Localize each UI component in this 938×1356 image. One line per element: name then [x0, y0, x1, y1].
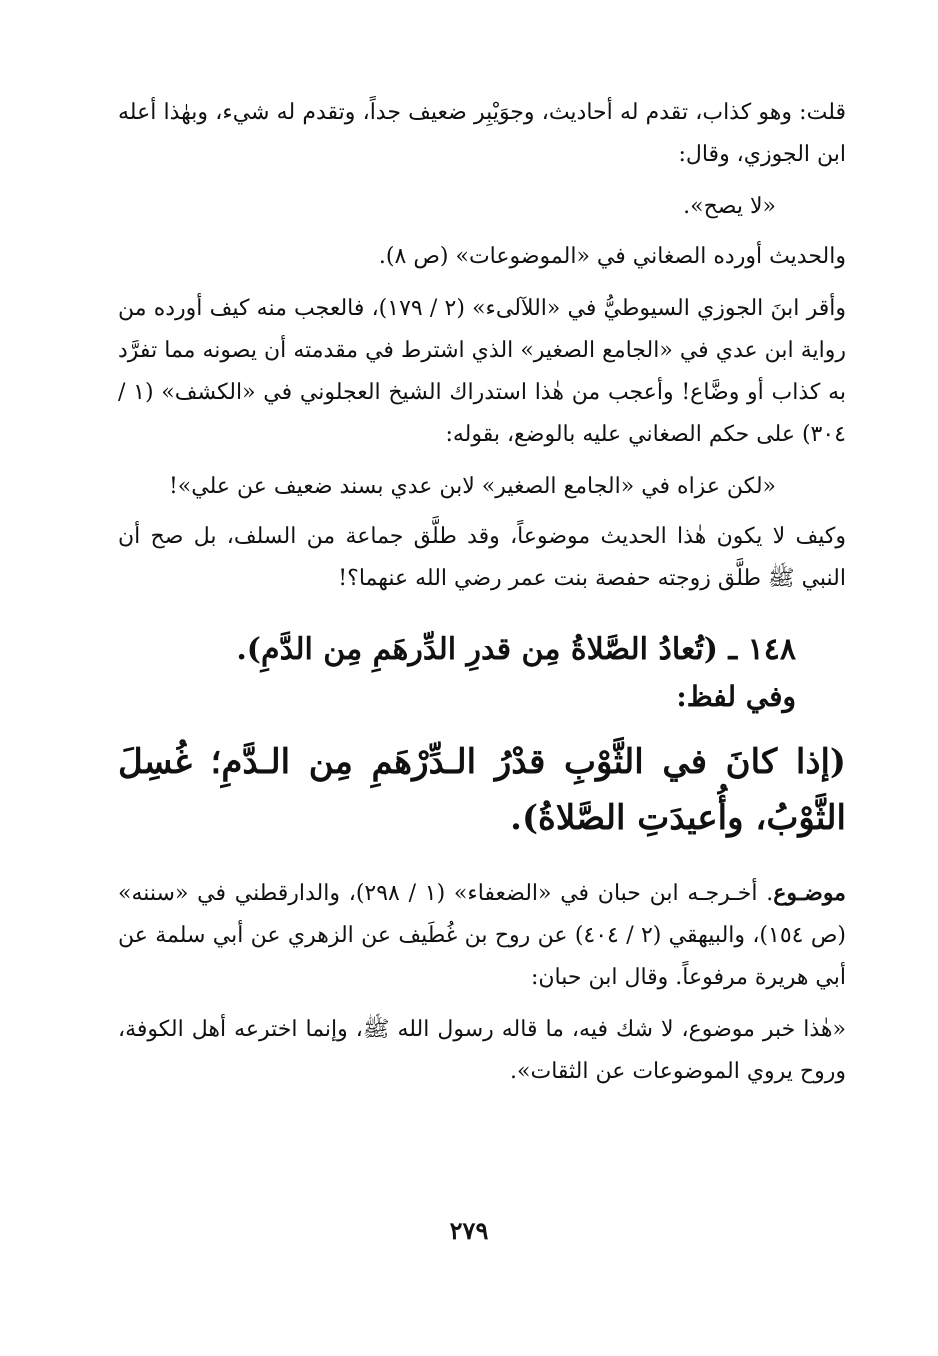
page-body: [118, 92, 846, 1103]
quote-2: «لكن عزاه في «الجامع الصغير» لابن عدي بسند ضعيف عن علي»!: [168, 474, 776, 499]
paragraph-2: والحديث أورده الصغاني في «الموضوعات» (ص ٨).: [378, 244, 846, 269]
paragraph-5-text: . أخـرجـه ابن حبان في «الضعفاء» (١ / ٢٩٨)، والدارقطني في «سننه» (ص ١٥٤)، والبيهقي (٢ / ٤٠٤) عن روح بن غُطَيف عن الزهري عن أبي سلمة عن أبي هريرة مرفوعاً. وقال ابن حبان:: [118, 881, 846, 990]
variant-label: وفي لفظ:: [676, 680, 796, 713]
paragraph-4: وكيف لا يكون هٰذا الحديث موضوعاً، وقد طلَّق جماعة من السلف، بل صح أن النبي ﷺ طلَّق زوجته حفصة بنت عمر رضي الله عنهما؟!: [118, 524, 846, 591]
paragraph-5: [118, 872, 846, 999]
hadith-text: (إذا كانَ في الثَّوْبِ قدْرُ الـدِّرْهَمِ مِن الـدَّمِ؛ غُسِلَ الثَّوْبُ، وأُعيدَتِ الصَّلاةُ).: [118, 742, 846, 838]
paragraph-1: قلت: وهو كذاب، تقدم له أحاديث، وجوَيْبِر ضعيف جداً، وتقدم له شيء، وبهٰذا أعله ابن الجوزي، وقال:: [118, 100, 846, 167]
paragraph-6: «هٰذا خبر موضوع، لا شك فيه، ما قاله رسول الله ﷺ، وإنما اخترعه أهل الكوفة، وروح يروي الموضوعات عن الثقات».: [118, 1017, 846, 1084]
grade-label: موضـوع: [773, 880, 846, 906]
paragraph-3: وأقر ابنَ الجوزي السيوطيُّ في «اللآلىء» (٢ / ١٧٩)، فالعجب منه كيف أورده من رواية ابن عدي في «الجامع الصغير» الذي اشترط في مقدمته أن يصونه مما تفرَّد به كذاب أو وضَّاع! وأعجب من هٰذا استدراك الشيخ العجلوني في «الكشف» (١ / ٣٠٤) على حكم الصغاني عليه بالوضع، بقوله:: [118, 296, 847, 447]
page-number: ٢٧٩: [449, 1216, 489, 1245]
hadith-heading: ١٤٨ ـ (تُعادُ الصَّلاةُ مِن قدرِ الدِّرهَمِ مِن الدَّمِ).: [236, 632, 796, 667]
quote-1: «لا يصح».: [683, 194, 776, 219]
